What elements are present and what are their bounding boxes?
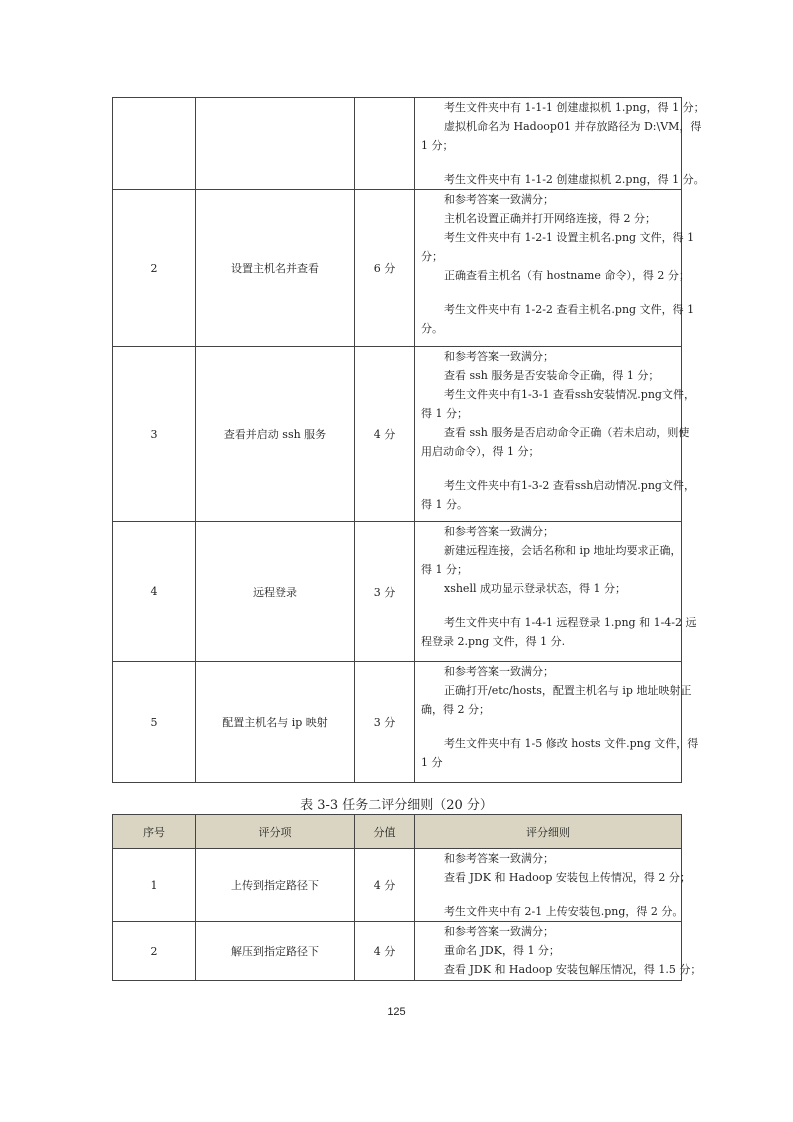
row-number: 2 <box>113 922 196 981</box>
header-score: 分值 <box>355 815 415 849</box>
row-score: 4 分 <box>355 849 415 922</box>
detail-line: xshell 成功显示登录状态，得 1 分； <box>444 582 626 595</box>
row-item: 远程登录 <box>196 522 355 662</box>
detail-line: 考生文件夹中有 1-2-2 查看主机名.png 文件，得 1 <box>444 303 695 316</box>
detail-line: 用启动命令），得 1 分； <box>421 445 540 458</box>
table-row <box>113 922 682 981</box>
row-score: 4 分 <box>355 922 415 981</box>
detail-line: 分； <box>421 250 443 263</box>
header-item: 评分项 <box>196 815 355 849</box>
detail-line: 查看 ssh 服务是否启动命令正确（若未启动，则使 <box>444 426 690 439</box>
table-caption: 表 3-3 任务二评分细则（20 分） <box>300 798 493 813</box>
row-number: 3 <box>113 347 196 522</box>
detail-line: 重命名 JDK，得 1 分； <box>444 944 560 957</box>
detail-line: 得 1 分。 <box>421 498 468 511</box>
row-detail <box>415 849 691 922</box>
detail-line: 和参考答案一致满分； <box>444 525 554 538</box>
table-row <box>113 347 682 522</box>
table-row <box>113 522 682 662</box>
detail-line: 分。 <box>421 322 443 335</box>
detail-line: 主机名设置正确并打开网络连接，得 2 分； <box>444 212 656 225</box>
row-item: 解压到指定路径下 <box>196 922 355 981</box>
row-item: 上传到指定路径下 <box>196 849 355 922</box>
detail-line: 考生文件夹中有 1-1-1 创建虚拟机 1.png，得 1 分； <box>444 101 705 114</box>
detail-line: 考生文件夹中有 1-2-1 设置主机名.png 文件，得 1 <box>444 231 695 244</box>
detail-line: 新建远程连接，会话名称和 ip 地址均要求正确， <box>444 544 682 557</box>
row-score: 3 分 <box>355 522 415 662</box>
detail-line: 和参考答案一致满分； <box>444 665 554 678</box>
row-detail <box>415 522 697 662</box>
detail-line: 考生文件夹中有 1-5 修改 hosts 文件.png 文件，得 <box>444 737 699 750</box>
row-score: 6 分 <box>355 190 415 347</box>
row-number: 2 <box>113 190 196 347</box>
row-item: 查看并启动 ssh 服务 <box>196 347 355 522</box>
row-item: 设置主机名并查看 <box>196 190 355 347</box>
row-score: 4 分 <box>355 347 415 522</box>
table2-header <box>113 815 682 849</box>
detail-line: 和参考答案一致满分； <box>444 852 554 865</box>
detail-line: 虚拟机命名为 Hadoop01 并存放路径为 D:\VM，得 <box>444 120 702 133</box>
detail-line: 得 1 分； <box>421 407 468 420</box>
scoring-table-task2 <box>112 814 702 981</box>
detail-line: 考生文件夹中有 1-1-2 创建虚拟机 2.png，得 1 分。 <box>444 173 705 186</box>
row-number: 4 <box>113 522 196 662</box>
table-row <box>113 98 682 190</box>
row-detail <box>415 347 695 522</box>
header-row <box>113 815 682 849</box>
detail-line: 查看 JDK 和 Hadoop 安装包上传情况，得 2 分； <box>444 871 691 884</box>
row-item <box>196 98 355 190</box>
detail-line: 确，得 2 分； <box>421 703 490 716</box>
page-number: 125 <box>387 1006 406 1018</box>
detail-line: 1 分 <box>421 756 443 769</box>
table2-body <box>113 849 702 981</box>
row-number <box>113 98 196 190</box>
detail-line: 和参考答案一致满分； <box>444 193 554 206</box>
detail-line: 正确查看主机名（有 hostname 命令），得 2 分； <box>444 269 690 282</box>
detail-line: 正确打开/etc/hosts，配置主机名与 ip 地址映射正 <box>444 684 692 697</box>
row-detail <box>415 662 699 783</box>
row-item: 配置主机名与 ip 映射 <box>196 662 355 783</box>
table-row <box>113 849 682 922</box>
table-row <box>113 190 682 347</box>
row-detail <box>415 190 695 347</box>
scoring-table-task1 <box>112 97 705 783</box>
row-score: 3 分 <box>355 662 415 783</box>
row-score <box>355 98 415 190</box>
header-detail: 评分细则 <box>415 815 682 849</box>
detail-line: 和参考答案一致满分； <box>444 925 554 938</box>
row-detail <box>415 922 702 981</box>
detail-line: 查看 JDK 和 Hadoop 安装包解压情况，得 1.5 分； <box>444 963 702 976</box>
detail-line: 考生文件夹中有1-3-1 查看ssh安装情况.png文件， <box>444 388 695 401</box>
table1-body <box>113 98 705 783</box>
detail-line: 考生文件夹中有 1-4-1 远程登录 1.png 和 1-4-2 远 <box>444 616 697 629</box>
detail-line: 1 分； <box>421 139 454 152</box>
detail-line: 程登录 2.png 文件，得 1 分. <box>421 635 566 648</box>
detail-line: 得 1 分； <box>421 563 468 576</box>
row-number: 5 <box>113 662 196 783</box>
row-number: 1 <box>113 849 196 922</box>
detail-line: 考生文件夹中有1-3-2 查看ssh启动情况.png文件， <box>444 479 695 492</box>
row-detail <box>415 98 705 190</box>
table-row <box>113 662 682 783</box>
detail-line: 和参考答案一致满分； <box>444 350 554 363</box>
detail-line: 考生文件夹中有 2-1 上传安装包.png，得 2 分。 <box>444 905 684 918</box>
header-number: 序号 <box>113 815 196 849</box>
detail-line: 查看 ssh 服务是否安装命令正确，得 1 分； <box>444 369 660 382</box>
